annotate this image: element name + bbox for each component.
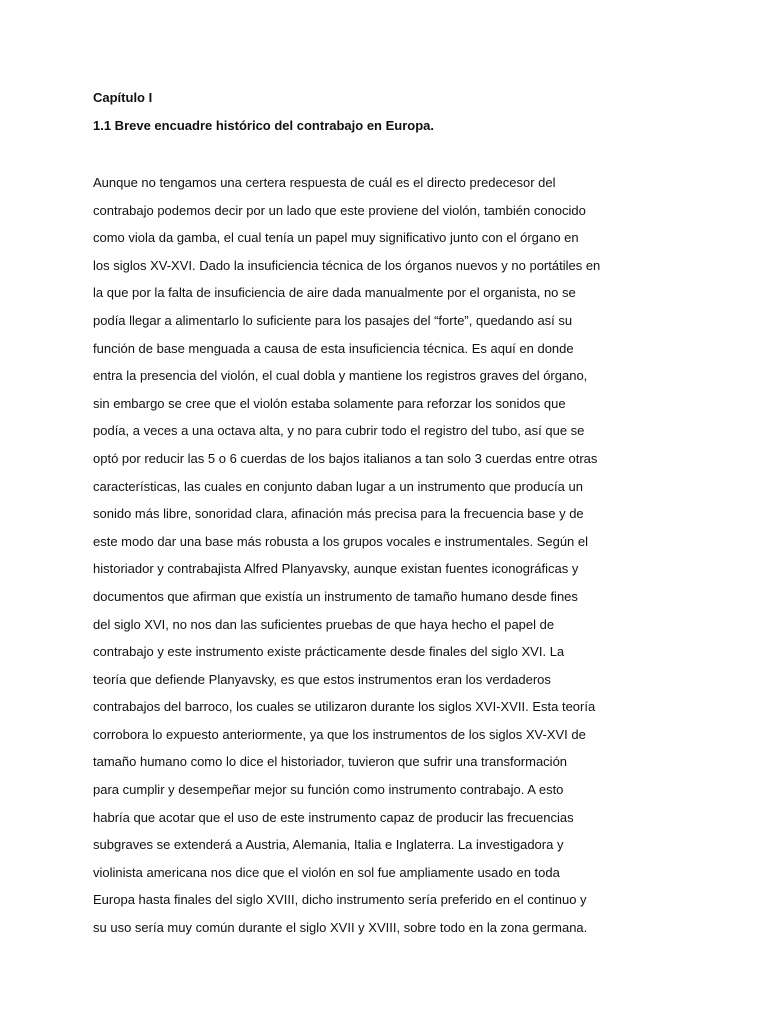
- paragraph-line: su uso sería muy común durante el siglo XVII y XVIII, sobre todo en la zona germana.: [93, 920, 588, 936]
- paragraph-line: teoría que defiende Planyavsky, es que estos instrumentos eran los verdaderos: [93, 671, 551, 687]
- paragraph-line: corrobora lo expuesto anteriormente, ya que los instrumentos de los siglos XV-XVI de: [93, 726, 586, 742]
- body-paragraph: [93, 137, 653, 942]
- chapter-heading: Capítulo I: [93, 90, 153, 105]
- paragraph-line: podía, a veces a una octava alta, y no para cubrir todo el registro del tubo, así que se: [93, 423, 585, 439]
- paragraph-line: habría que acotar que el uso de este instrumento capaz de producir las frecuencias: [93, 809, 574, 825]
- paragraph-line: para cumplir y desempeñar mejor su función como instrumento contrabajo. A esto: [93, 782, 564, 798]
- paragraph-line: los siglos XV-XVI. Dado la insuficiencia técnica de los órganos nuevos y no portátiles en: [93, 257, 601, 273]
- paragraph-line: entra la presencia del violón, el cual dobla y mantiene los registros graves del órgano,: [93, 368, 588, 384]
- document-content: [93, 87, 653, 942]
- paragraph-line: podía llegar a alimentarlo lo suficiente para los pasajes del “forte”, quedando así su: [93, 312, 573, 328]
- paragraph-line: documentos que afirman que existía un instrumento de tamaño humano desde fines: [93, 588, 578, 604]
- paragraph-line: historiador y contrabajista Alfred Planyavsky, aunque existan fuentes iconográficas y: [93, 561, 579, 577]
- paragraph-line: tamaño humano como lo dice el historiador, tuvieron que sufrir una transformación: [93, 754, 568, 770]
- paragraph-line: este modo dar una base más robusta a los grupos vocales e instrumentales. Según el: [93, 533, 589, 549]
- paragraph-line: contrabajo podemos decir por un lado que este proviene del violón, también conocido: [93, 202, 586, 218]
- paragraph-line: subgraves se extenderá a Austria, Alemania, Italia e Inglaterra. La investigadora y: [93, 837, 564, 853]
- paragraph-line: contrabajos del barroco, los cuales se utilizaron durante los siglos XVI-XVII. Esta teoría: [93, 699, 596, 715]
- paragraph-line: contrabajo y este instrumento existe prácticamente desde finales del siglo XVI. La: [93, 644, 565, 660]
- paragraph-line: optó por reducir las 5 o 6 cuerdas de los bajos italianos a tan solo 3 cuerdas entre otras: [93, 450, 598, 466]
- paragraph-line: Aunque no tengamos una certera respuesta de cuál es el directo predecesor del: [93, 175, 556, 190]
- paragraph-line: función de base menguada a causa de esta insuficiencia técnica. Es aquí en donde: [93, 340, 574, 356]
- paragraph-line: sin embargo se cree que el violón estaba solamente para reforzar los sonidos que: [93, 395, 566, 411]
- paragraph-line: características, las cuales en conjunto daban lugar a un instrumento que producía un: [93, 478, 583, 494]
- paragraph-line: del siglo XVI, no nos dan las suficientes pruebas de que haya hecho el papel de: [93, 616, 555, 632]
- section-heading: 1.1 Breve encuadre histórico del contrabajo en Europa.: [93, 118, 434, 133]
- paragraph-line: la que por la falta de insuficiencia de aire dada manualmente por el organista, no se: [93, 285, 576, 301]
- paragraph-line: violinista americana nos dice que el violón en sol fue ampliamente usado en toda: [93, 864, 560, 880]
- paragraph-line: Europa hasta finales del siglo XVIII, dicho instrumento sería preferido en el continuo y: [93, 892, 587, 908]
- paragraph-line: como viola da gamba, el cual tenía un papel muy significativo junto con el órgano en: [93, 230, 579, 246]
- paragraph-line: sonido más libre, sonoridad clara, afinación más precisa para la frecuencia base y de: [93, 506, 584, 522]
